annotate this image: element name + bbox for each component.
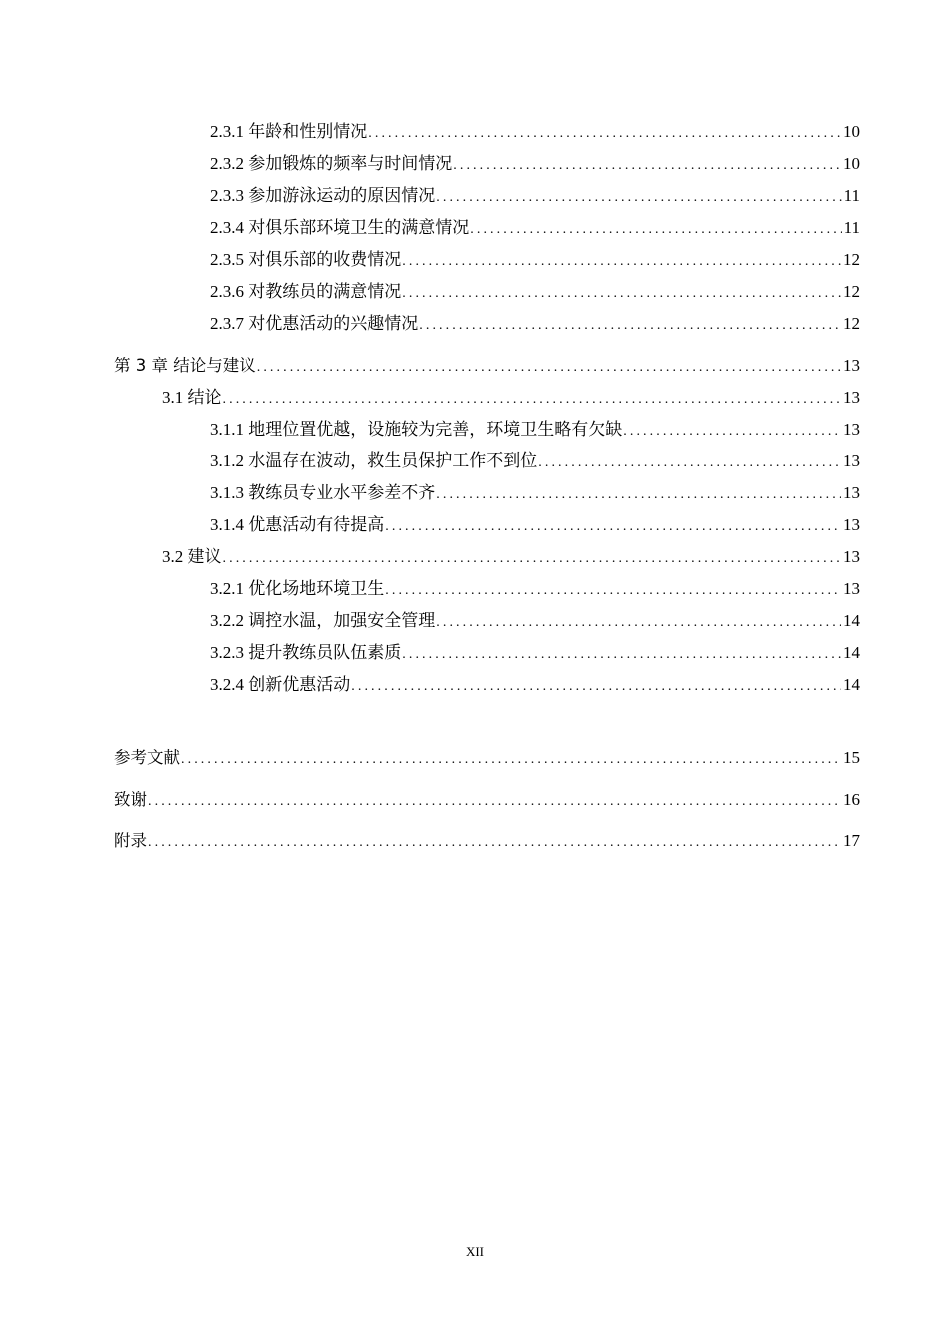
page-number: XII	[465, 1244, 485, 1259]
dot-leader	[453, 155, 841, 177]
toc-entry-page: 14	[843, 675, 860, 694]
dot-leader	[623, 421, 841, 443]
toc-entry-page: 14	[843, 611, 860, 630]
toc-entry-2-3-6[interactable]	[210, 281, 860, 305]
toc-chapter-label: 致谢	[114, 790, 147, 809]
dot-leader	[385, 580, 841, 602]
toc-entry-page: 13	[843, 420, 860, 439]
toc-entry-3-1-3[interactable]	[210, 482, 860, 506]
toc-entry-2-3-5[interactable]	[210, 249, 860, 273]
toc-entry-page: 11	[843, 186, 860, 205]
dot-leader	[351, 676, 841, 698]
dot-leader	[402, 283, 841, 305]
toc-entry-2-3-1[interactable]	[210, 121, 860, 145]
toc-entry-label: 3.1.3 教练员专业水平参差不齐	[210, 483, 436, 502]
toc-entry-2-3-2[interactable]	[210, 153, 860, 177]
toc-entry-label: 3.1 结论	[162, 388, 222, 407]
toc-entry-page: 12	[843, 250, 860, 269]
toc-entry-label: 3.2 建议	[162, 547, 222, 566]
toc-entry-label: 3.2.2 调控水温，加强安全管理	[210, 611, 436, 630]
toc-entry-page: 15	[843, 748, 860, 767]
dot-leader	[402, 251, 841, 273]
dot-leader	[181, 749, 841, 771]
toc-entry-label: 2.3.7 对优惠活动的兴趣情况	[210, 314, 419, 333]
toc-entry-label: 2.3.3 参加游泳运动的原因情况	[210, 186, 436, 205]
toc-entry-page: 10	[843, 122, 860, 141]
dot-leader	[385, 516, 841, 538]
toc-entry-page: 14	[843, 643, 860, 662]
toc-entry-page: 12	[843, 314, 860, 333]
dot-leader	[223, 548, 842, 570]
toc-entry-page: 13	[843, 388, 860, 407]
toc-entry-3-2-4[interactable]	[210, 674, 860, 698]
toc-entry-label: 2.3.2 参加锻炼的频率与时间情况	[210, 154, 453, 173]
toc-entry-page: 11	[843, 218, 860, 237]
toc-entry-label: 2.3.4 对俱乐部环境卫生的满意情况	[210, 218, 470, 237]
dot-leader	[436, 484, 841, 506]
toc-entry-page: 13	[843, 515, 860, 534]
toc-entry-page: 16	[843, 790, 860, 809]
toc-entry-3-2[interactable]	[162, 546, 860, 570]
toc-entry-label: 3.1.4 优惠活动有待提高	[210, 515, 385, 534]
toc-entry-2-3-4[interactable]	[210, 217, 860, 241]
dot-leader	[223, 389, 842, 411]
toc-entry-label: 2.3.1 年龄和性别情况	[210, 122, 368, 141]
toc-entry-label: 3.2.1 优化场地环境卫生	[210, 579, 385, 598]
toc-entry-3-2-2[interactable]	[210, 610, 860, 634]
toc-entry-3-1-4[interactable]	[210, 514, 860, 538]
toc-entry-acknowledgements[interactable]	[114, 789, 860, 813]
toc-chapter-label: 参考文献	[114, 748, 180, 767]
toc-entry-label: 3.2.4 创新优惠活动	[210, 675, 351, 694]
toc-entry-page: 13	[843, 356, 860, 375]
dot-leader	[368, 123, 841, 145]
toc-entry-label: 2.3.5 对俱乐部的收费情况	[210, 250, 402, 269]
toc-entry-3-2-3[interactable]	[210, 642, 860, 666]
toc-entry-references[interactable]	[114, 747, 860, 771]
toc-entry-2-3-7[interactable]	[210, 313, 860, 337]
toc-entry-3-1-2[interactable]	[210, 450, 860, 474]
toc-entry-page: 13	[843, 579, 860, 598]
toc-entry-2-3-3[interactable]	[210, 185, 860, 209]
dot-leader	[436, 187, 841, 209]
dot-leader	[148, 832, 841, 854]
dot-leader	[470, 219, 841, 241]
toc-entry-page: 13	[843, 483, 860, 502]
toc-entry-3-2-1[interactable]	[210, 578, 860, 602]
toc-chapter-label: 第 3 章 结论与建议	[114, 356, 256, 375]
toc-entry-3-1-1[interactable]	[210, 419, 860, 443]
toc-entry-appendix[interactable]	[114, 830, 860, 854]
toc-entry-label: 2.3.6 对教练员的满意情况	[210, 282, 402, 301]
dot-leader	[419, 315, 841, 337]
toc-entry-3-1[interactable]	[162, 387, 860, 411]
toc-entry-page: 10	[843, 154, 860, 173]
dot-leader	[148, 791, 841, 813]
dot-leader	[436, 612, 841, 634]
dot-leader	[402, 644, 841, 666]
toc-chapter-label: 附录	[114, 831, 147, 850]
toc-entry-label: 3.1.1 地理位置优越，设施较为完善，环境卫生略有欠缺	[210, 420, 623, 439]
toc-entry-label: 3.1.2 水温存在波动，救生员保护工作不到位	[210, 451, 538, 470]
toc-entry-page: 13	[843, 451, 860, 470]
toc-entry-page: 17	[843, 831, 860, 850]
toc-entry-page: 13	[843, 547, 860, 566]
toc-entry-page: 12	[843, 282, 860, 301]
dot-leader	[257, 357, 841, 379]
toc-entry-label: 3.2.3 提升教练员队伍素质	[210, 643, 402, 662]
toc-entry-chapter-3[interactable]	[114, 355, 860, 379]
dot-leader	[538, 452, 841, 474]
